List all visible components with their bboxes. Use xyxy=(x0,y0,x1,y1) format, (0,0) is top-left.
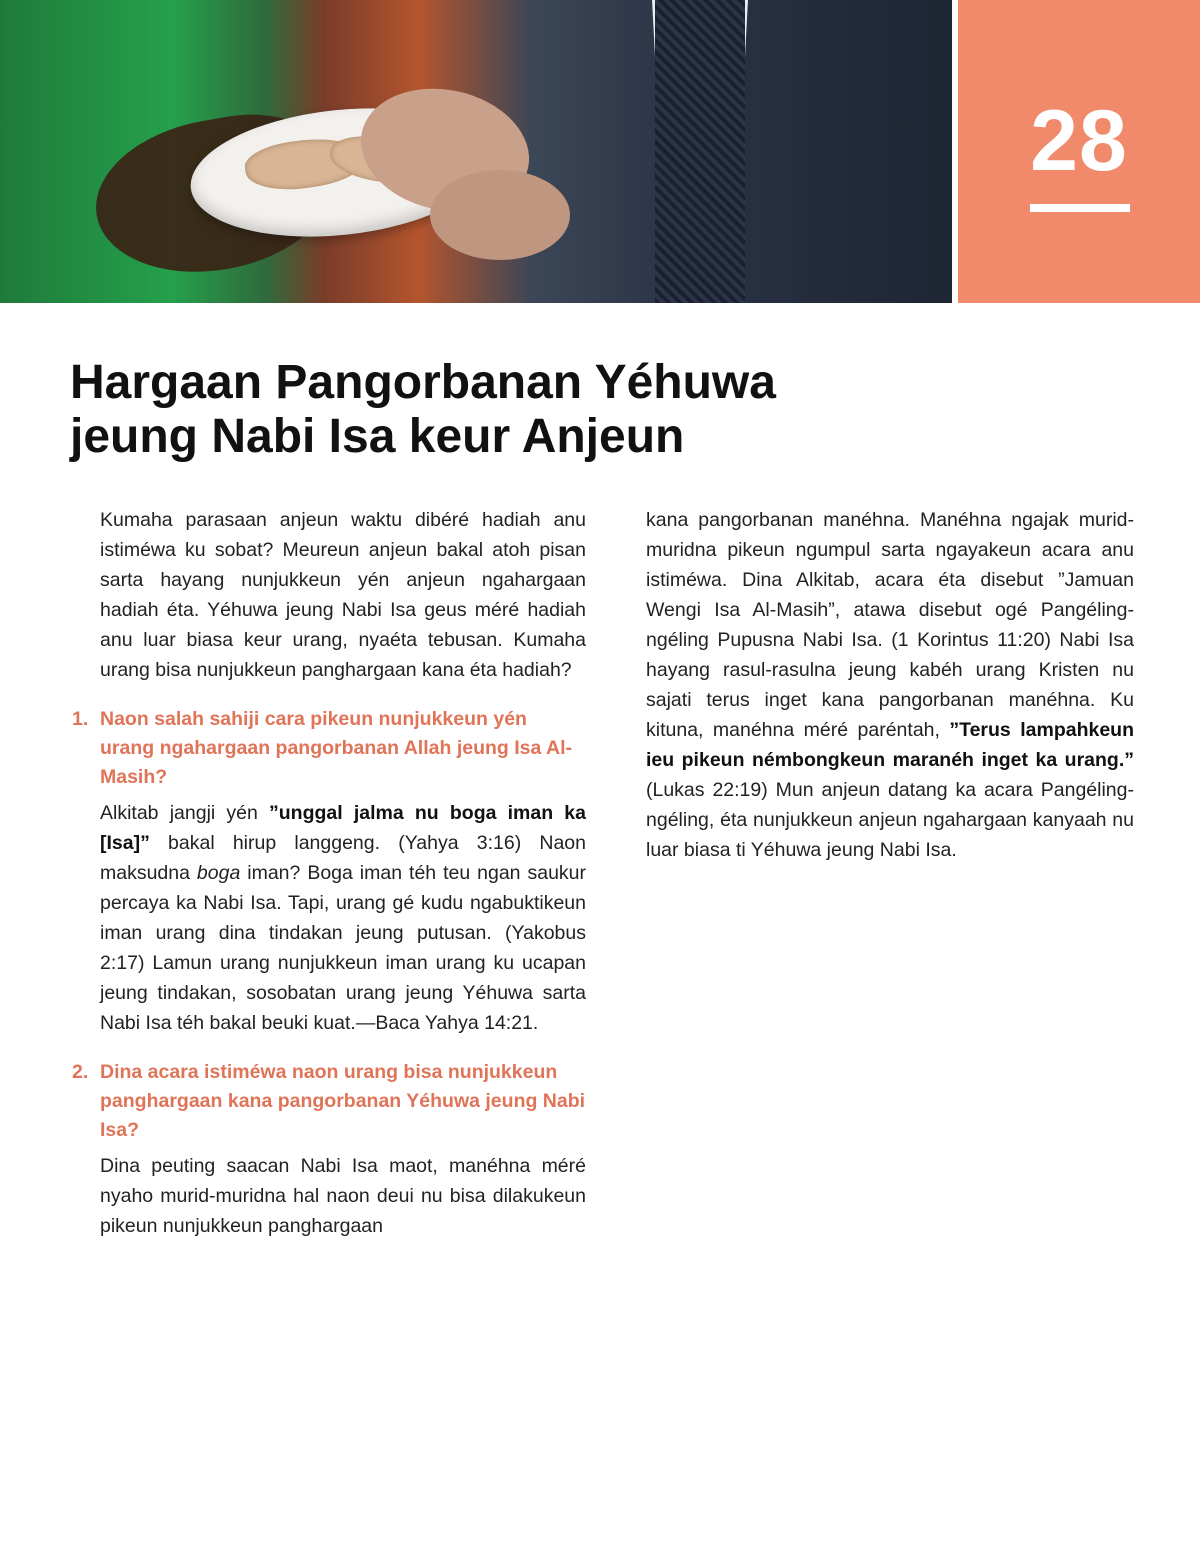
answer-2-bold: ”Terus lampahkeun ieu pikeun némbongkeun maranéh inget ka urang.” xyxy=(646,719,1135,771)
answer-2-continued xyxy=(646,505,1134,865)
answer-1-italic: boga xyxy=(196,862,241,884)
title-line-2: jeung Nabi Isa keur Anjeun xyxy=(70,410,685,463)
question-1-text: Naon salah sahiji cara pikeun nunjukkeun yén urang ngahargaan pangorbanan Allah jeung Isa Al-Masih? xyxy=(100,708,573,788)
question-1 xyxy=(72,705,586,792)
title-line-1: Hargaan Pangorbanan Yéhuwa xyxy=(70,356,776,409)
answer-1-part-2: bakal hirup langgeng. (Yahya 3:16) Naon maksudna xyxy=(100,832,586,884)
answer-1 xyxy=(72,798,586,1038)
answer-1-part-1: Alkitab jangji yén xyxy=(100,802,270,824)
answer-1-part-3: iman? Boga iman téh teu ngan saukur percaya ka Nabi Isa. Tapi, urang gé kudu ngabuktikeun iman urang dina tindakan jeung putusan. (Yakobus 2:17) Lamun urang nunjukkeun iman urang ku ucapan jeung tindakan, sosobatan urang jeung Yéhuwa sarta Nabi Isa téh bakal beuki kuat.—Baca Yahya 14:21. xyxy=(100,862,586,1034)
question-2-text: Dina acara istiméwa naon urang bisa nunjukkeun panghargaan kana pangorbanan Yéhuwa jeung Nabi Isa? xyxy=(100,1061,586,1141)
chapter-number: 28 xyxy=(1030,93,1128,189)
chapter-underline xyxy=(1030,204,1130,212)
question-1-number: 1. xyxy=(72,708,89,730)
question-2-number: 2. xyxy=(72,1061,89,1083)
right-column xyxy=(646,505,1134,865)
question-2 xyxy=(72,1058,586,1145)
answer-1-bold: ”unggal jalma nu boga iman ka [Isa]” xyxy=(100,802,586,854)
intro-paragraph: Kumaha parasaan anjeun waktu dibéré hadiah anu istiméwa ku sobat? Meureun anjeun bakal atoh pisan sarta hayang nunjukkeun yén anjeun ngahargaan hadiah éta. Yéhuwa jeung Nabi Isa geus méré hadiah anu luar biasa keur urang, nyaéta tebusan. Kumaha urang bisa nunjukkeun panghargaan kana éta hadiah? xyxy=(100,509,586,681)
answer-2-start: Dina peuting saacan Nabi Isa maot, manéhna méré nyaho murid-muridna hal naon deui nu bisa dilakukeun pikeun nunjukkeun panghargaan xyxy=(100,1155,586,1237)
chapter-badge xyxy=(958,0,1200,303)
left-column xyxy=(72,505,586,1241)
answer-2-part-2: kana pangorbanan manéhna. Manéhna ngajak murid-muridna pikeun ngumpul sarta ngayakeun acara anu istiméwa. Dina Alkitab, acara éta disebut ”Jamuan Wengi Isa Al-Masih”, atawa disebut ogé Pangéling-ngéling Pupusna Nabi Isa. (1 Korintus 11:20) Nabi Isa hayang rasul-rasulna jeung kabéh urang Kristen nu sajati terus inget kana pangorbanan manéhna. Ku kituna, manéhna méré paréntah, xyxy=(646,509,1134,741)
photo-hand-right-lower xyxy=(430,170,570,260)
hero-photo xyxy=(0,0,952,303)
photo-tie xyxy=(655,0,745,303)
page-title xyxy=(70,356,890,464)
answer-2-part-3: (Lukas 22:19) Mun anjeun datang ka acara Pangéling-ngéling, éta nunjukkeun anjeun ngahargaan kanyaah nu luar biasa ti Yéhuwa jeung Nabi Isa. xyxy=(646,779,1134,861)
